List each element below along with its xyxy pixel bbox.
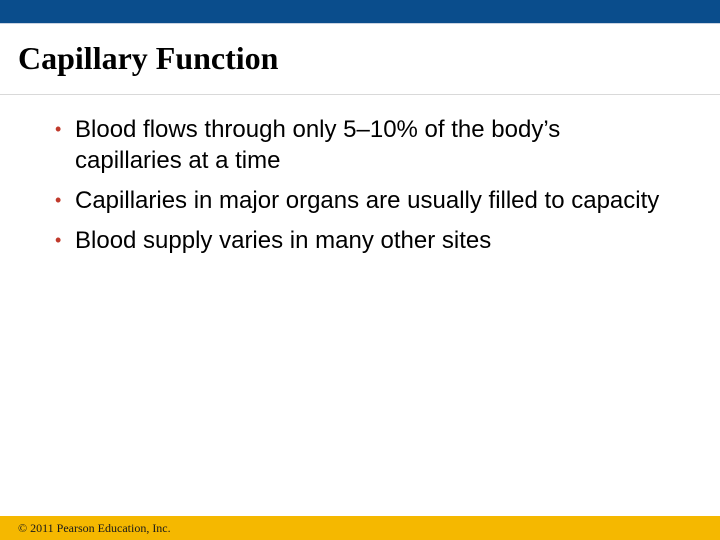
bullet-item bbox=[52, 185, 672, 216]
header-divider bbox=[0, 23, 720, 24]
bullet-marker: • bbox=[55, 119, 62, 139]
bullet-marker: • bbox=[55, 230, 62, 250]
copyright-notice: © 2011 Pearson Education, Inc. bbox=[18, 521, 171, 535]
bullet-text: Blood flows through only 5–10% of the body’s capillaries at a time bbox=[75, 116, 561, 174]
bullet-item bbox=[52, 114, 672, 176]
bullet-list bbox=[52, 114, 672, 265]
bullet-marker: • bbox=[55, 190, 62, 210]
title-divider bbox=[0, 94, 720, 95]
bullet-text: Blood supply varies in many other sites bbox=[75, 227, 492, 254]
bullet-text: Capillaries in major organs are usually filled to capacity bbox=[75, 187, 660, 214]
bullet-item bbox=[52, 225, 672, 256]
slide-title: Capillary Function bbox=[18, 40, 279, 76]
header-bar bbox=[0, 0, 720, 23]
